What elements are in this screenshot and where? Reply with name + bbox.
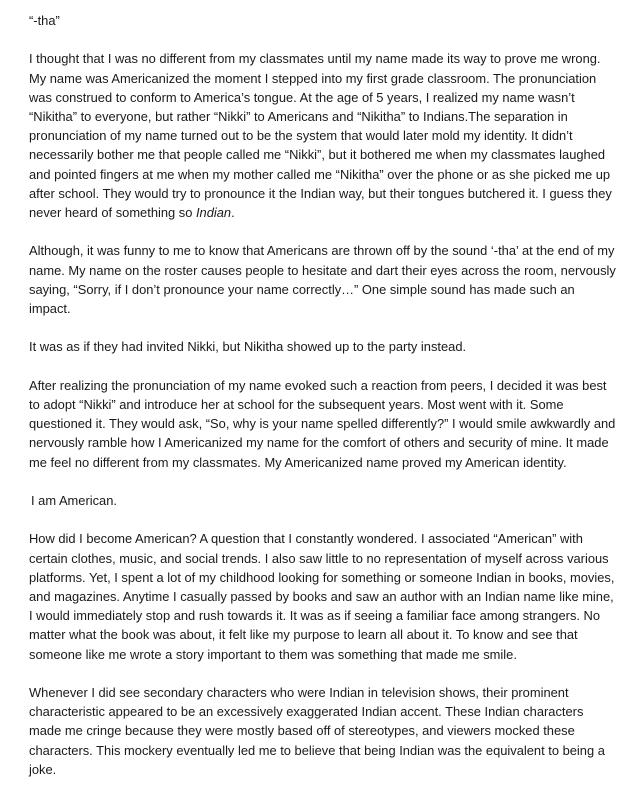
paragraph-2: Although, it was funny to me to know that Americans are thrown off by the sound ‘-tha’ at the end of my name. My name on the roster causes people to hesitate and dart their eyes across the room, nervously saying, “Sorry, if I don’t pronounce your name correctly…” One simple sound has made such an impact. — [29, 243, 616, 317]
paragraph-1-text: I thought that I was no different from my classmates until my name made its way to prove me wrong. My name was Americanized the moment I stepped into my first grade classroom. The pronunciation was construed to conform to America’s tongue. At the age of 5 years, I realized my name wasn’t “Nikitha” to everyone, but rather “Nikki” to Americans and “Nikitha” to Indians.The separation in pronunciation of my name turned out to be the system that would later mold my identity. It didn’t necessarily bother me that people called me “Nikki”, but it bothered me when my classmates laughed and pointed fingers at me when my mother called me “Nikitha” over the phone or as she picked me up after school. They would try to pronounce it the Indian way, but their tongues butchered it. I guess they never heard of something so — [29, 51, 612, 221]
document-page — [29, 11, 619, 798]
paragraph-1-tail: . — [231, 205, 235, 221]
paragraph-1 — [29, 49, 619, 222]
paragraph-5: I am American. — [31, 493, 117, 508]
paragraph-1-emphasis: Indian — [195, 205, 232, 221]
paragraph-7: Whenever I did see secondary characters who were Indian in television shows, their prominent characteristic appeared to be an excessively exaggerated Indian accent. These Indian characters made me cringe because they were mostly based off of stereotypes, and viewers mocked these characters. This mockery eventually led me to believe that being Indian was the equivalent to being a joke. — [29, 685, 605, 777]
paragraph-3: It was as if they had invited Nikki, but Nikitha showed up to the party instead. — [29, 339, 467, 355]
paragraph-6: How did I become American? A question that I constantly wondered. I associated “American” with certain clothes, music, and social trends. I also saw little to no representation of myself across various platforms. Yet, I spent a lot of my childhood looking for something or someone Indian in books, movies, and magazines. Anytime I casually passed by books and saw an author with an Indian name like mine, I would immediately stop and rush towards it. It was as if seeing a familiar face among strangers. No matter what the book was about, it felt like my purpose to learn all about it. To know and see that someone like me wrote a story important to them was something that made me smile. — [29, 531, 615, 662]
paragraph-4: After realizing the pronunciation of my name evoked such a reaction from peers, I decided it was best to adopt “Nikki” and introduce her at school for the subsequent years. Most went with it. Some questioned it. They would ask, “So, why is your name spelled differently?” I would smile awkwardly and nervously ramble how I Americanized my name for the comfort of others and security of mine. It made me feel no different from my classmates. My Americanized name proved my American identity. — [29, 377, 616, 470]
document-title: “-tha” — [29, 13, 60, 28]
